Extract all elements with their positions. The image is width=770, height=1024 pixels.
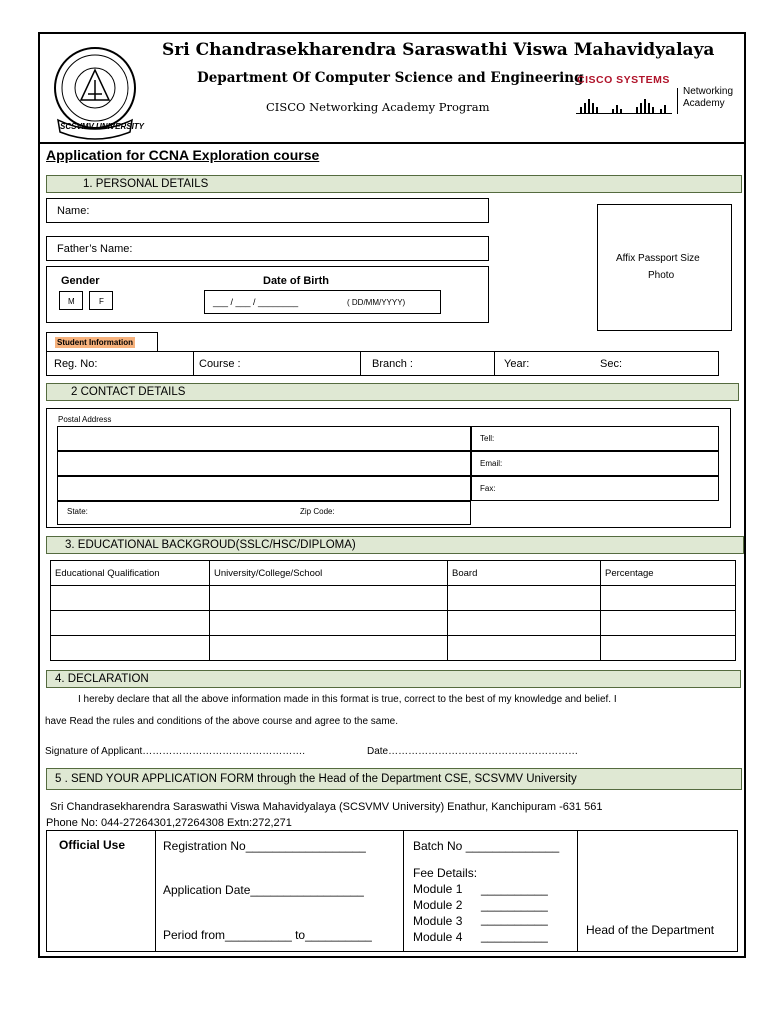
state-zip-row — [57, 501, 471, 525]
academy-line2: Academy — [683, 98, 725, 109]
dob-label: Date of Birth — [263, 275, 329, 287]
tel-label: Tell: — [480, 434, 495, 443]
declaration-heading — [46, 670, 741, 688]
student-divider-2 — [360, 351, 361, 376]
col-percentage: Percentage — [601, 561, 736, 586]
academy-divider — [677, 88, 678, 114]
address-line-3[interactable] — [57, 476, 471, 501]
education-heading — [46, 536, 744, 554]
phone-number: Phone No: 044-27264301,27264308 Extn:272,271 — [46, 817, 292, 829]
personal-heading-text: 1. PERSONAL DETAILS — [83, 178, 209, 190]
year-field[interactable]: Year: — [504, 358, 530, 370]
father-name-field[interactable] — [46, 236, 489, 261]
tel-field[interactable] — [471, 426, 719, 451]
gender-f-label: F — [99, 297, 104, 306]
name-field[interactable] — [46, 198, 489, 223]
university-seal — [48, 42, 145, 142]
education-heading-text: 3. EDUCATIONAL BACKGROUD(SSLC/HSC/DIPLOMA) — [65, 539, 356, 551]
table-cell[interactable] — [210, 636, 448, 661]
declaration-line-1: I hereby declare that all the above information made in this format is true, correct to the best of my knowledge and belief. I — [78, 694, 617, 705]
table-header-row — [51, 561, 736, 586]
table-cell[interactable] — [448, 586, 601, 611]
sec-field[interactable]: Sec: — [600, 358, 623, 370]
table-cell[interactable] — [448, 636, 601, 661]
table-cell[interactable] — [601, 586, 736, 611]
student-divider-3 — [494, 351, 495, 376]
table-cell[interactable] — [210, 611, 448, 636]
cisco-brand: CISCO SYSTEMS — [577, 74, 670, 86]
registration-no-field[interactable]: Registration No__________________ — [163, 839, 366, 853]
form-title: Application for CCNA Exploration course — [46, 147, 320, 163]
dob-input[interactable] — [204, 290, 441, 314]
dob-format: ( DD/MM/YYYY) — [347, 298, 406, 307]
signature-line[interactable]: Signature of Applicant…………………………………………. — [45, 746, 306, 757]
contact-heading-text: 2 CONTACT DETAILS — [71, 386, 186, 398]
address-line-1[interactable] — [57, 426, 471, 451]
name-label: Name: — [57, 205, 90, 217]
photo-line1: Affix Passport Size — [616, 253, 700, 264]
gender-m-checkbox[interactable] — [59, 291, 83, 310]
photo-line2: Photo — [648, 270, 675, 281]
dob-blank: ___ / ___ / ________ — [213, 297, 299, 307]
reg-no-field[interactable]: Reg. No: — [54, 358, 98, 370]
table-cell[interactable] — [601, 611, 736, 636]
module-4-label: Module 4 — [413, 930, 463, 944]
table-cell[interactable] — [448, 611, 601, 636]
zip-code-field[interactable]: Zip Code: — [300, 507, 335, 516]
table-row — [51, 611, 736, 636]
date-line[interactable]: Date………………………………………………… — [367, 746, 579, 757]
university-name: Sri Chandrasekharendra Saraswathi Viswa Mahavidyalaya — [162, 40, 715, 60]
fee-details-label: Fee Details: — [413, 866, 478, 880]
father-name-label: Father’s Name: — [57, 243, 133, 255]
office-divider-2 — [403, 830, 404, 952]
module-4-field[interactable]: __________ — [481, 929, 548, 943]
batch-no-field[interactable]: Batch No ______________ — [413, 839, 560, 853]
head-of-department-label: Head of the Department — [586, 923, 715, 937]
header-rule — [38, 142, 746, 144]
col-qualification: Educational Qualification — [51, 561, 210, 586]
course-field[interactable]: Course : — [199, 358, 241, 370]
fax-field[interactable] — [471, 476, 719, 501]
application-date-field[interactable]: Application Date_________________ — [163, 883, 364, 897]
student-info-tag: Student Information — [57, 338, 133, 347]
module-2-field[interactable]: __________ — [481, 898, 548, 912]
module-1-label: Module 1 — [413, 882, 463, 896]
personal-details-heading — [46, 175, 742, 193]
gender-m-label: M — [68, 297, 75, 306]
col-board: Board — [448, 561, 601, 586]
table-cell[interactable] — [51, 636, 210, 661]
photo-box[interactable] — [597, 204, 732, 331]
send-heading-text: 5 . SEND YOUR APPLICATION FORM through the Head of the Department CSE, SCSVMV University — [55, 773, 577, 785]
col-university: University/College/School — [210, 561, 448, 586]
program-name: CISCO Networking Academy Program — [266, 100, 490, 114]
module-3-field[interactable]: __________ — [481, 912, 548, 926]
student-info-tab — [46, 332, 158, 351]
fax-label: Fax: — [480, 484, 496, 493]
student-divider-1 — [193, 351, 194, 376]
official-use-label: Official Use — [59, 838, 126, 852]
module-2-label: Module 2 — [413, 898, 463, 912]
module-1-field[interactable]: __________ — [481, 882, 548, 896]
university-address: Sri Chandrasekharendra Saraswathi Viswa Mahavidyalaya (SCSVMV University) Enathur, Kanchipuram -631 561 — [50, 801, 603, 813]
period-field[interactable]: Period from__________ to__________ — [163, 928, 372, 942]
table-cell[interactable] — [51, 586, 210, 611]
declaration-line-2: have Read the rules and conditions of the above course and agree to the same. — [45, 716, 399, 727]
declaration-heading-text: 4. DECLARATION — [55, 673, 149, 685]
gender-label: Gender — [61, 275, 100, 287]
academy-line1: Networking — [683, 86, 734, 97]
gender-f-checkbox[interactable] — [89, 291, 113, 310]
email-field[interactable] — [471, 451, 719, 476]
contact-details-heading — [46, 383, 739, 401]
postal-address-label: Postal Address — [58, 415, 112, 424]
office-divider-3 — [577, 830, 578, 952]
module-3-label: Module 3 — [413, 914, 463, 928]
seal-text: SCSVMV UNIVERSITY — [60, 122, 145, 131]
cisco-bridge-logo — [576, 91, 672, 115]
state-field[interactable]: State: — [67, 507, 88, 516]
department-name: Department Of Computer Science and Engineering — [197, 70, 584, 86]
table-row — [51, 586, 736, 611]
office-divider-1 — [155, 830, 156, 952]
education-table — [50, 560, 736, 661]
branch-field[interactable]: Branch : — [372, 358, 413, 370]
table-cell[interactable] — [601, 636, 736, 661]
table-cell[interactable] — [210, 586, 448, 611]
table-row — [51, 636, 736, 661]
send-application-heading — [46, 768, 742, 790]
table-cell[interactable] — [51, 611, 210, 636]
address-line-2[interactable] — [57, 451, 471, 476]
email-label: Email: — [480, 459, 503, 468]
